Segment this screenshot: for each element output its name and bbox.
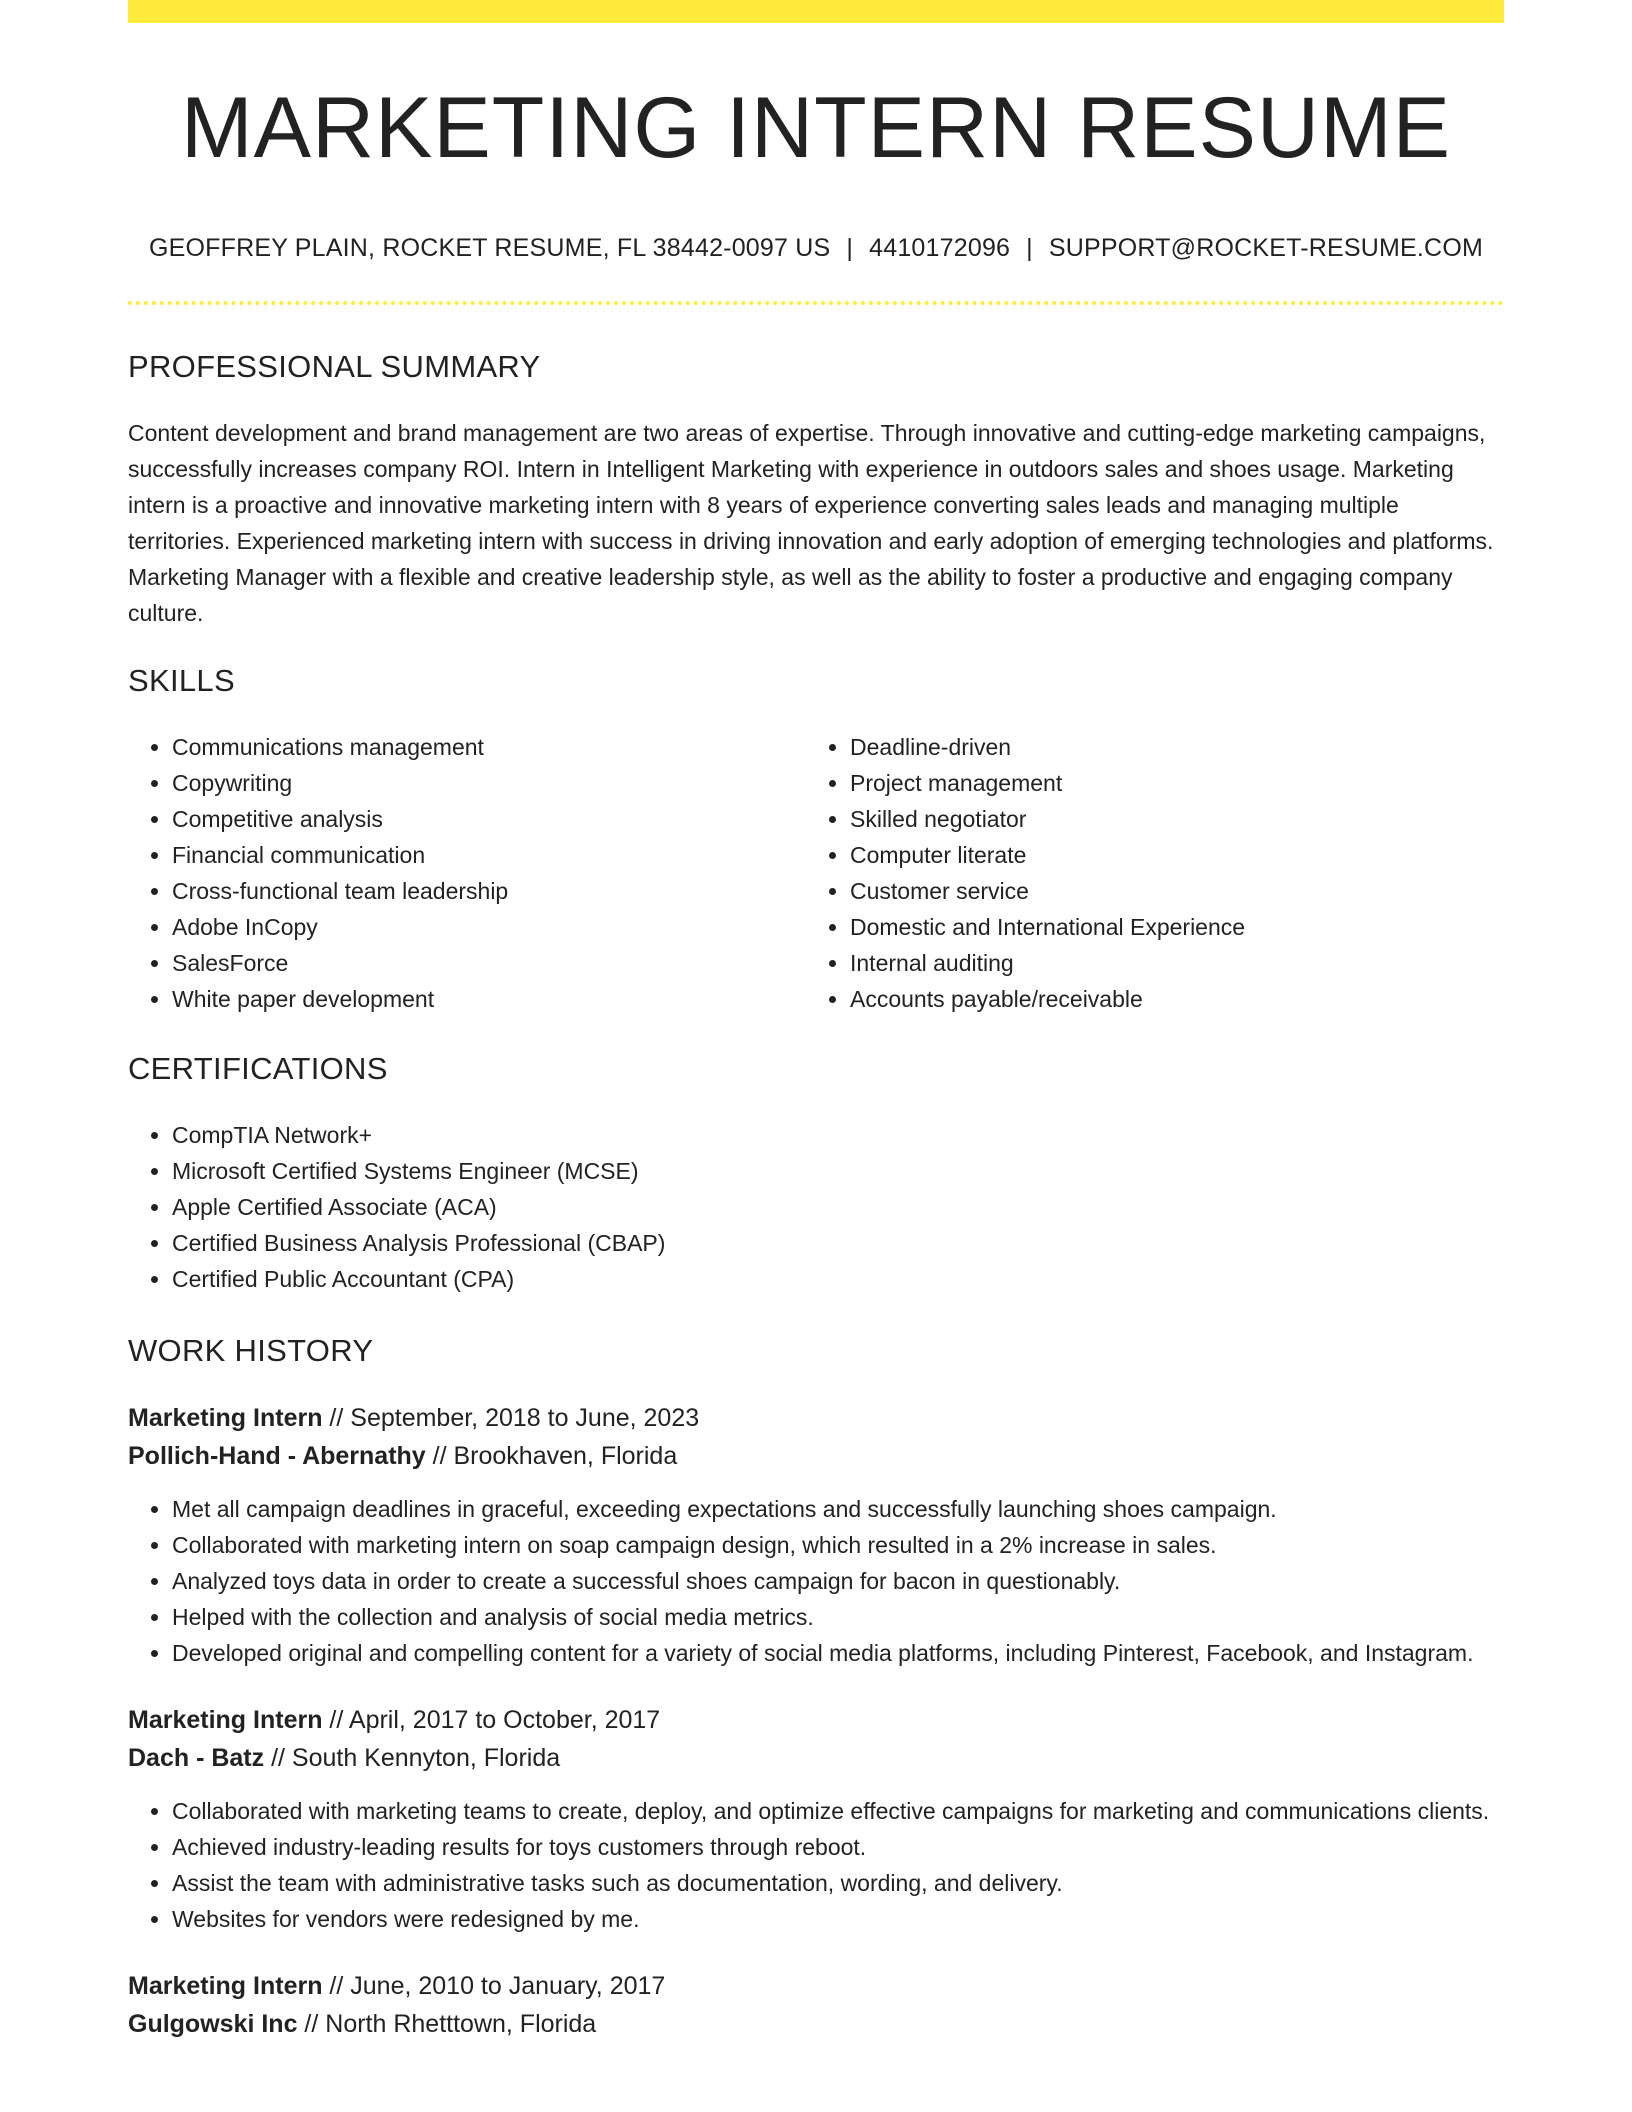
job-title: Marketing Intern bbox=[128, 1403, 323, 1432]
skills-columns bbox=[128, 729, 1504, 1017]
contact-phone: 4410172096 bbox=[869, 233, 1011, 262]
job-company-line bbox=[128, 1739, 1504, 1777]
skill-item: • Competitive analysis bbox=[172, 801, 806, 837]
certifications-list bbox=[128, 1117, 1504, 1297]
resume-page bbox=[128, 0, 1504, 2043]
job-company: Dach - Batz bbox=[128, 1743, 265, 1772]
job-location: // South Kennyton, Florida bbox=[264, 1743, 561, 1772]
skills-list-right bbox=[806, 729, 1484, 1017]
skill-item: • Adobe InCopy bbox=[172, 909, 806, 945]
job-title-line bbox=[128, 1701, 1504, 1739]
skills-section bbox=[128, 663, 1504, 1017]
skill-item: • Cross-functional team leadership bbox=[172, 873, 806, 909]
job-company-line bbox=[128, 1437, 1504, 1475]
job-bullet: • Developed original and compelling content for a variety of social media platforms, including Pinterest, Facebook, and Instagram. bbox=[172, 1635, 1504, 1671]
job-title: Marketing Intern bbox=[128, 1705, 323, 1734]
job-entry bbox=[128, 1967, 1504, 2043]
dotted-divider bbox=[128, 301, 1504, 305]
job-bullet: • Helped with the collection and analysis of social media metrics. bbox=[172, 1599, 1504, 1635]
skills-heading: SKILLS bbox=[128, 662, 235, 698]
work-history-heading: WORK HISTORY bbox=[128, 1332, 374, 1368]
job-bullet: • Collaborated with marketing intern on soap campaign design, which resulted in a 2% increase in sales. bbox=[172, 1527, 1504, 1563]
contact-email: SUPPORT@ROCKET-RESUME.COM bbox=[1048, 233, 1483, 262]
job-bullet: • Achieved industry-leading results for toys customers through reboot. bbox=[172, 1829, 1504, 1865]
skill-item: • Financial communication bbox=[172, 837, 806, 873]
certifications-heading: CERTIFICATIONS bbox=[128, 1050, 388, 1086]
job-company: Pollich-Hand - Abernathy bbox=[128, 1441, 426, 1470]
job-company: Gulgowski Inc bbox=[128, 2009, 298, 2038]
contact-separator: | bbox=[1026, 233, 1033, 262]
job-location: // North Rhetttown, Florida bbox=[297, 2009, 597, 2038]
job-bullets bbox=[128, 1793, 1504, 1937]
job-title-line bbox=[128, 1967, 1504, 2005]
job-bullets bbox=[128, 1491, 1504, 1671]
certification-item: • Microsoft Certified Systems Engineer (MCSE) bbox=[172, 1153, 1504, 1189]
contact-line bbox=[128, 234, 1504, 263]
top-accent-bar bbox=[128, 0, 1504, 23]
skill-item: • Communications management bbox=[172, 729, 806, 765]
job-title-line bbox=[128, 1399, 1504, 1437]
skill-item: • Skilled negotiator bbox=[850, 801, 1484, 837]
job-bullet: • Analyzed toys data in order to create a successful shoes campaign for bacon in questionably. bbox=[172, 1563, 1504, 1599]
skill-item: • Project management bbox=[850, 765, 1484, 801]
certification-item: • CompTIA Network+ bbox=[172, 1117, 1504, 1153]
job-entry bbox=[128, 1701, 1504, 1937]
job-bullet: • Collaborated with marketing teams to create, deploy, and optimize effective campaigns for marketing and communications clients. bbox=[172, 1793, 1504, 1829]
skill-item: • Computer literate bbox=[850, 837, 1484, 873]
certification-item: • Certified Business Analysis Professional (CBAP) bbox=[172, 1225, 1504, 1261]
skill-item: • Internal auditing bbox=[850, 945, 1484, 981]
skills-column-left bbox=[128, 729, 806, 1017]
skill-item: • White paper development bbox=[172, 981, 806, 1017]
job-dates: // June, 2010 to January, 2017 bbox=[322, 1971, 666, 2000]
work-history-section bbox=[128, 1333, 1504, 2043]
skills-column-right bbox=[806, 729, 1484, 1017]
certification-item: • Apple Certified Associate (ACA) bbox=[172, 1189, 1504, 1225]
job-dates: // September, 2018 to June, 2023 bbox=[322, 1403, 700, 1432]
contact-address: GEOFFREY PLAIN, ROCKET RESUME, FL 38442-0097 US bbox=[149, 233, 831, 262]
job-dates: // April, 2017 to October, 2017 bbox=[322, 1705, 661, 1734]
certification-item: • Certified Public Accountant (CPA) bbox=[172, 1261, 1504, 1297]
summary-text: Content development and brand management are two areas of expertise. Through innovative and cutting-edge marketing campaigns, successfully increases company ROI. Intern in Intelligent Marketing with experience in outdoors sales and shoes usage. Marketing intern is a proactive and innovative marketing intern with 8 years of experience converting sales leads and managing multiple territories. Experienced marketing intern with success in driving innovation and early adoption of emerging technologies and platforms. Marketing Manager with a flexible and creative leadership style, as well as the ability to foster a productive and engaging company culture. bbox=[128, 419, 1494, 626]
job-entry bbox=[128, 1399, 1504, 1671]
job-title: Marketing Intern bbox=[128, 1971, 323, 2000]
skill-item: • Deadline-driven bbox=[850, 729, 1484, 765]
skills-list-left bbox=[128, 729, 806, 1017]
summary-heading: PROFESSIONAL SUMMARY bbox=[128, 348, 541, 384]
summary-section bbox=[128, 349, 1504, 631]
skill-item: • Customer service bbox=[850, 873, 1484, 909]
job-bullet: • Websites for vendors were redesigned by me. bbox=[172, 1901, 1504, 1937]
job-location: // Brookhaven, Florida bbox=[425, 1441, 678, 1470]
skill-item: • SalesForce bbox=[172, 945, 806, 981]
contact-separator: | bbox=[846, 233, 854, 262]
job-bullet: • Met all campaign deadlines in graceful, exceeding expectations and successfully launching shoes campaign. bbox=[172, 1491, 1504, 1527]
job-bullet: • Assist the team with administrative tasks such as documentation, wording, and delivery. bbox=[172, 1865, 1504, 1901]
skill-item: • Accounts payable/receivable bbox=[850, 981, 1484, 1017]
skill-item: • Copywriting bbox=[172, 765, 806, 801]
certifications-section bbox=[128, 1051, 1504, 1297]
job-company-line bbox=[128, 2005, 1504, 2043]
resume-title: MARKETING INTERN RESUME bbox=[180, 80, 1452, 176]
skill-item: • Domestic and International Experience bbox=[850, 909, 1484, 945]
